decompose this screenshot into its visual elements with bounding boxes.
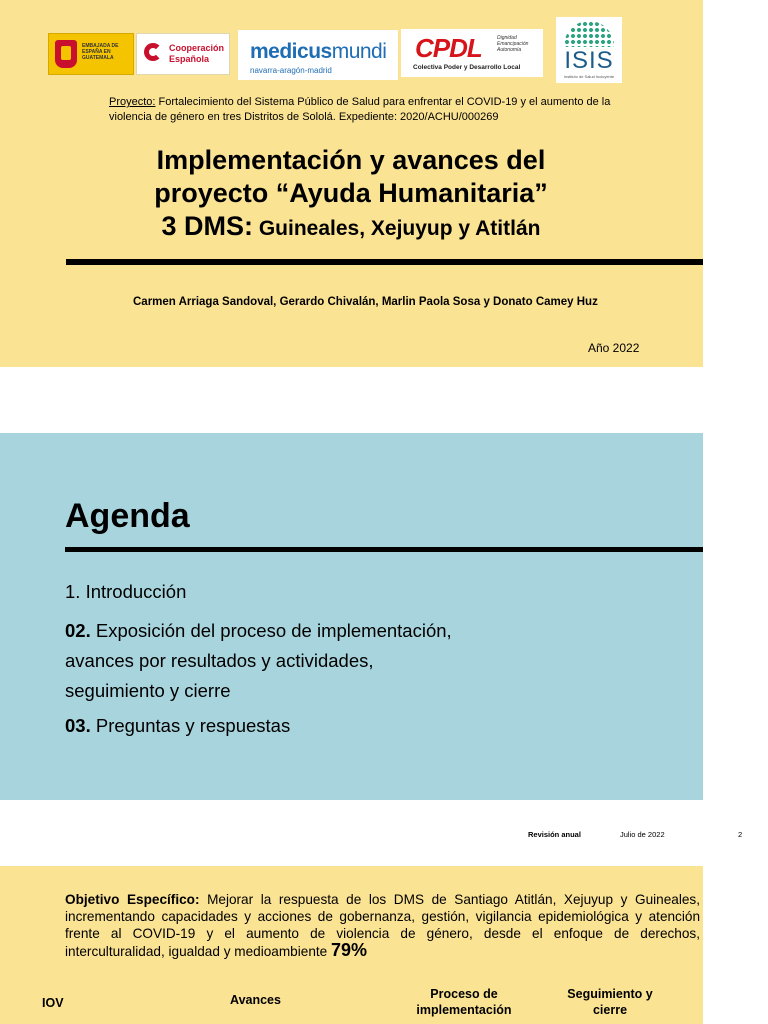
column-header-iov: IOV — [42, 996, 64, 1010]
title-divider — [66, 259, 703, 265]
column-header-seguimiento: Seguimiento y cierre — [567, 987, 653, 1017]
year: Año 2022 — [588, 341, 640, 355]
medicusmundi-sub: navarra-aragón-madrid — [250, 66, 332, 75]
agenda-item-1: 1. Introducción — [65, 581, 187, 602]
cpdl-mark: CPDL — [415, 33, 482, 63]
specific-objective: Objetivo Específico: Mejorar la respuesta de los DMS de Santiago Atitlán, Xejuyup y Guineales, incrementando capacidades y acciones de gobernanza, gestión, vigilancia epidemiológica y atención frente al COVID-19 y el aumento de violencia de género, desde el enfoque de derechos, interculturalidad, igualdad y medioambiente 79% — [65, 892, 700, 960]
column-header-proceso: Proceso de implementación — [416, 987, 512, 1017]
medicusmundi-logo — [238, 30, 398, 80]
title-slide — [0, 0, 703, 367]
cooperacion-c-icon — [144, 43, 162, 61]
cpdl-name: Colectiva Poder y Desarrollo Local — [413, 64, 521, 71]
isis-word: ISIS — [564, 47, 614, 74]
cpdl-logo — [401, 29, 543, 77]
cpdl-values: Dignidad Emancipación Autonomía — [497, 35, 529, 53]
project-text: Fortalecimiento del Sistema Público de Salud para enfrentar el COVID-19 y el aumento de la violencia de género en tres Distritos de Sololá. Expediente: 2020/ACHU/000269 — [109, 96, 611, 123]
agenda-slide — [0, 433, 703, 800]
isis-dots-icon — [564, 21, 614, 47]
title-line-1: Implementación y avances del — [156, 145, 546, 175]
project-label: Proyecto: — [109, 96, 156, 108]
footer-review: Revisión anual — [528, 830, 581, 839]
agenda-item-3: 03. Preguntas y respuestas — [65, 715, 291, 736]
coat-of-arms-icon — [55, 40, 77, 68]
project-description — [109, 95, 639, 125]
medicusmundi-brand: medicusmundi — [250, 40, 387, 63]
column-header-avances: Avances — [230, 993, 281, 1007]
agenda-divider — [65, 547, 703, 552]
cooperacion-text: Cooperación Española — [169, 43, 225, 64]
agenda-item-2: 02. Exposición del proceso de implementación, avances por resultados y actividades, seguimiento y cierre — [65, 620, 452, 701]
title-line-2: proyecto “Ayuda Humanitaria” — [154, 178, 548, 208]
agenda-title: Agenda — [65, 497, 190, 535]
spain-embassy-text: EMBAJADA DE ESPAÑA EN GUATEMALA — [82, 43, 119, 61]
isis-sub: Instituto de Salud Incluyente — [563, 74, 615, 79]
footer-date: Julio de 2022 — [620, 830, 665, 839]
title-line-3: 3 DMS: Guineales, Xejuyup y Atitlán — [161, 211, 541, 241]
objective-slide — [0, 866, 703, 1024]
presentation-title — [76, 144, 626, 245]
isis-logo — [556, 17, 622, 83]
footer-page-number: 2 — [738, 830, 743, 839]
authors: Carmen Arriaga Sandoval, Gerardo Chivalán, Marlin Paola Sosa y Donato Camey Huz — [133, 296, 598, 308]
cooperacion-espanola-logo — [136, 33, 230, 75]
objective-percentage: 79% — [331, 940, 368, 960]
spain-embassy-logo — [48, 33, 134, 75]
